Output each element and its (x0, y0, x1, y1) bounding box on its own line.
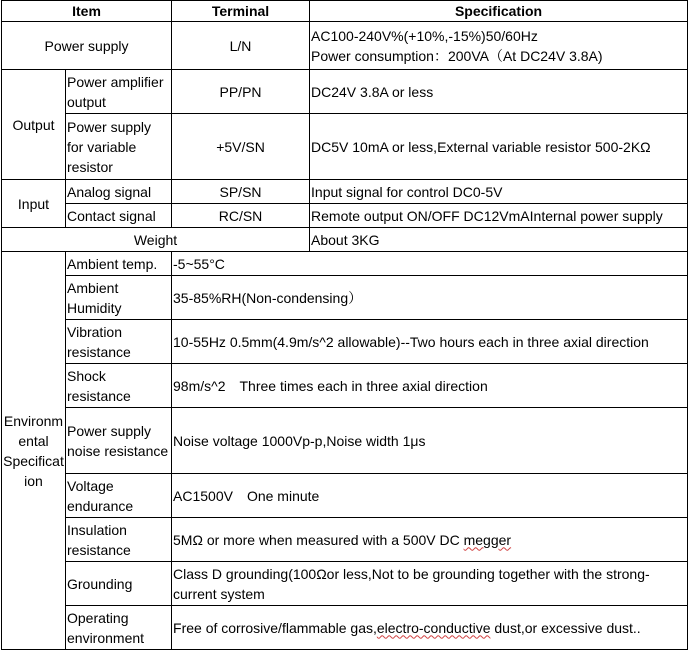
spec-power-supply (310, 22, 688, 70)
spec-power-amplifier-output: DC24V 3.8A or less (310, 70, 688, 114)
terminal-5v-sn: +5V/SN (172, 114, 310, 180)
sub-voltage-endurance: Voltage endurance (66, 474, 172, 518)
group-output: Output (2, 70, 66, 180)
header-item: Item (2, 1, 172, 22)
spec-insulation-underlined-word: megger (463, 531, 512, 548)
group-environmental-specification: Environmental Specification (2, 252, 66, 650)
row-shock-resistance (2, 364, 688, 408)
spec-operating-text-b: dust,or excessive dust.. (490, 619, 641, 636)
row-insulation-resistance (2, 518, 688, 562)
terminal-sp-sn: SP/SN (172, 180, 310, 204)
header-specification: Specification (310, 1, 688, 22)
spec-operating-underlined-word: electro-conductive (376, 619, 491, 636)
item-weight: Weight (2, 228, 310, 252)
spec-grounding: Class D grounding(100Ωor less,Not to be grounding together with the strong-current system (172, 562, 688, 606)
terminal-power-supply: L/N (172, 22, 310, 70)
spec-shock-resistance: 98m/s^2 Three times each in three axial direction (172, 364, 688, 408)
header-row (2, 1, 688, 22)
spec-ambient-humidity: 35-85%RH(Non-condensing） (172, 276, 688, 320)
sub-ambient-temp: Ambient temp. (66, 252, 172, 276)
spec-contact-signal: Remote output ON/OFF DC12VmAInternal power supply (310, 204, 688, 228)
row-output-variable-resistor (2, 114, 688, 180)
row-power-supply (2, 22, 688, 70)
spec-analog-signal: Input signal for control DC0-5V (310, 180, 688, 204)
sub-vibration-resistance: Vibration resistance (66, 320, 172, 364)
sub-power-supply-noise-resistance: Power supply noise resistance (66, 408, 172, 474)
row-input-contact (2, 204, 688, 228)
row-weight (2, 228, 688, 252)
sub-power-supply-variable-resistor: Power supply for variable resistor (66, 114, 172, 180)
spec-power-supply-line1: AC100-240V%(+10%,-15%)50/60Hz (311, 27, 538, 44)
row-operating-environment (2, 606, 688, 650)
item-power-supply: Power supply (2, 22, 172, 70)
specification-table (1, 0, 688, 650)
spec-variable-resistor: DC5V 10mA or less,External variable resistor 500-2KΩ (310, 114, 688, 180)
spec-vibration-resistance: 10-55Hz 0.5mm(4.9m/s^2 allowable)--Two hours each in three axial direction (172, 320, 688, 364)
spec-operating-text-a: Free of corrosive/flammable gas, (173, 619, 377, 636)
sub-insulation-resistance: Insulation resistance (66, 518, 172, 562)
sub-shock-resistance: Shock resistance (66, 364, 172, 408)
sub-power-amplifier-output: Power amplifier output (66, 70, 172, 114)
sub-analog-signal: Analog signal (66, 180, 172, 204)
spec-noise-resistance: Noise voltage 1000Vp-p,Noise width 1μs (172, 408, 688, 474)
row-ambient-temp (2, 252, 688, 276)
sub-ambient-humidity: Ambient Humidity (66, 276, 172, 320)
terminal-pp-pn: PP/PN (172, 70, 310, 114)
spec-weight: About 3KG (310, 228, 688, 252)
spec-voltage-endurance: AC1500V One minute (172, 474, 688, 518)
row-voltage-endurance (2, 474, 688, 518)
row-ambient-humidity (2, 276, 688, 320)
header-terminal: Terminal (172, 1, 310, 22)
spec-operating-environment (172, 606, 688, 650)
row-noise-resistance (2, 408, 688, 474)
terminal-rc-sn: RC/SN (172, 204, 310, 228)
row-grounding (2, 562, 688, 606)
spec-insulation-resistance (172, 518, 688, 562)
sub-grounding: Grounding (66, 562, 172, 606)
group-input: Input (2, 180, 66, 228)
spec-ambient-temp: -5~55°C (172, 252, 688, 276)
row-output-amp (2, 70, 688, 114)
row-vibration-resistance (2, 320, 688, 364)
spec-power-supply-line2: Power consumption：200VA（At DC24V 3.8A) (311, 47, 603, 64)
sub-contact-signal: Contact signal (66, 204, 172, 228)
row-input-analog (2, 180, 688, 204)
spec-insulation-text: 5MΩ or more when measured with a 500V DC (173, 531, 464, 548)
sub-operating-environment: Operating environment (66, 606, 172, 650)
